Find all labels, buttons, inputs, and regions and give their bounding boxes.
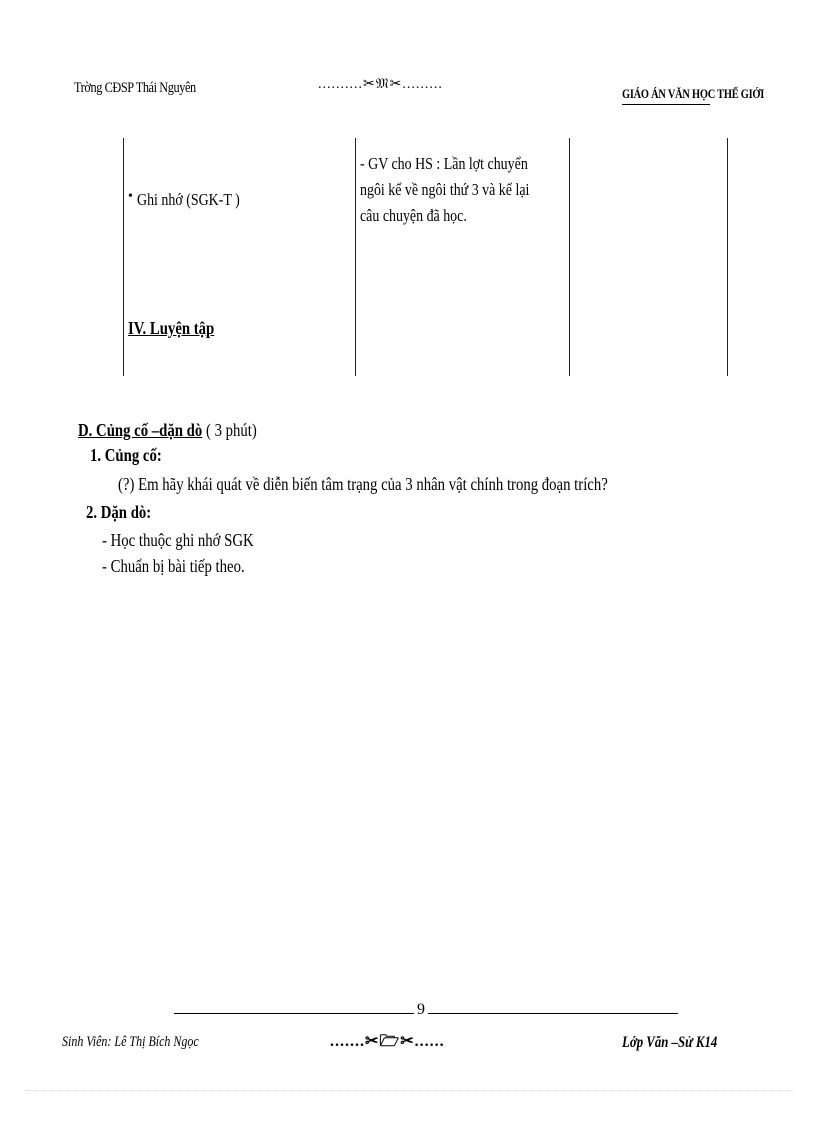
table-border-col2 [355,138,356,376]
section-d-time: ( 3 phút) [202,420,257,440]
school-name: Trờng CĐSP Thái Nguyên [74,80,196,96]
homework-label: 2. Dặn dò: [86,502,152,522]
subject-underline [622,104,710,105]
page-edge [24,1090,794,1091]
table-border-left [123,138,124,376]
page-number: 9 [414,1001,428,1019]
document-subject: GIÁO ÁN VĂN HỌC THẾ GIỚI [622,86,765,101]
consolidation-question: (?) Em hãy khái quát về diễn biến tâm trạng của 3 nhân vật chính trong đoạn trích? [118,474,608,494]
teacher-activity-line-2: ngôi kể về ngôi thứ 3 và kể lại [360,180,530,199]
section-d-title-main: D. Củng cố –dặn dò [78,420,203,440]
teacher-activity-line-1: - GV cho HS : Lần lợt chuyển [360,154,528,173]
student-name: Sinh Viên: Lê Thị Bích Ngọc [62,1034,199,1050]
table-border-col3 [569,138,570,376]
bullet-icon: • [128,189,133,204]
practice-heading: IV. Luyện tập [128,318,215,338]
table-border-right [727,138,728,376]
note-reference: Ghi nhớ (SGK-T ) [137,190,240,209]
teacher-activity-line-3: câu chuyện đã học. [360,206,467,225]
consolidation-label: 1. Củng cố: [90,445,162,465]
section-d-title [78,418,257,442]
class-name: Lớp Văn –Sử K14 [622,1034,718,1051]
header-ornament: ..........✂𝔐✂......... [318,77,443,92]
homework-item: - Học thuộc ghi nhớ SGK [102,530,254,550]
homework-item: - Chuẩn bị bài tiếp theo. [102,556,245,576]
footer-ornament: .......✂🗁✂...... [330,1033,445,1050]
